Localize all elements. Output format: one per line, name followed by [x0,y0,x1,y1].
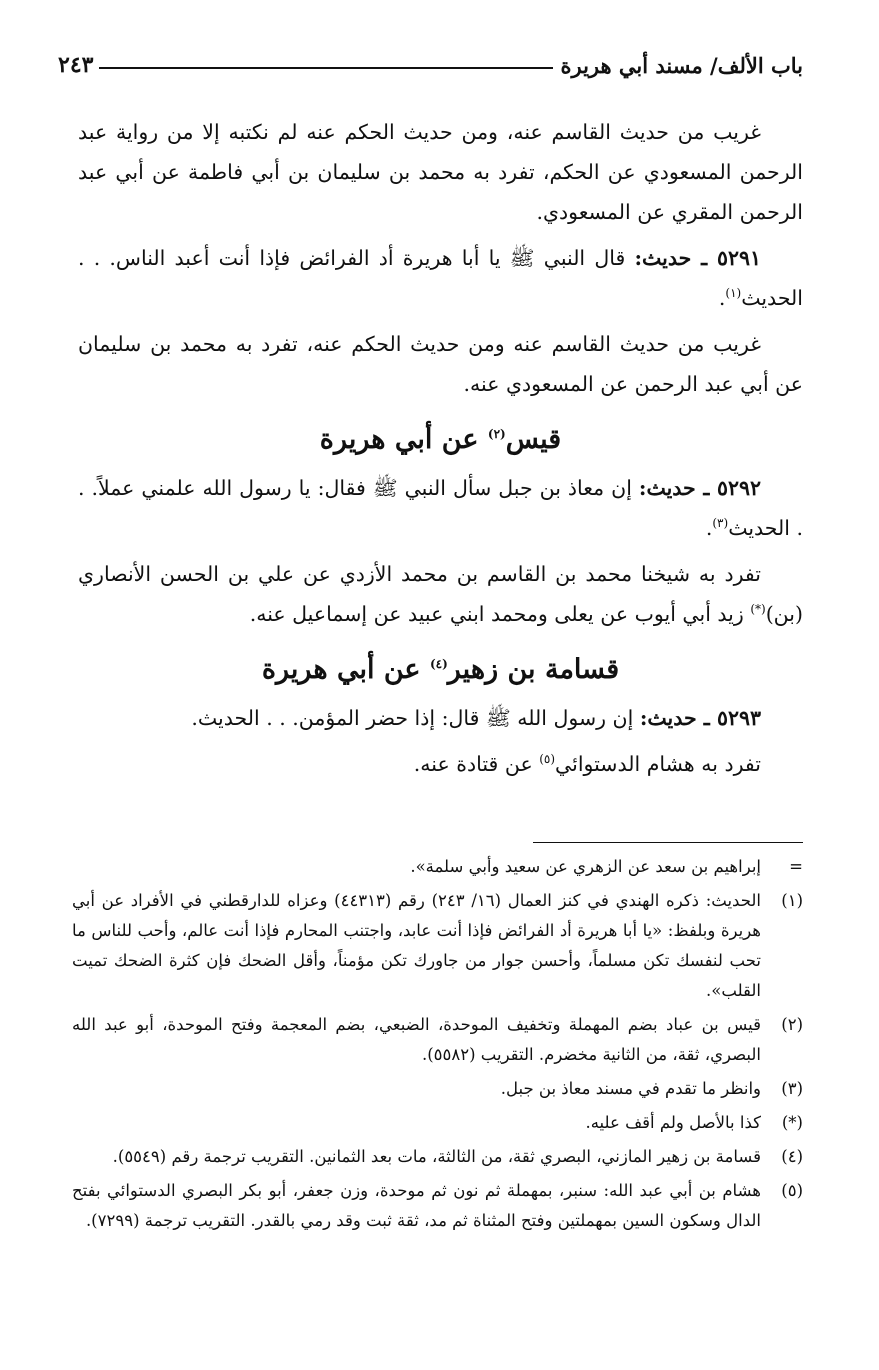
hadith-end: . [718,286,726,310]
paragraph [78,554,803,634]
page-number: ٢٤٣ [58,52,94,78]
section-heading-name: قسامة بن زهير [447,654,620,685]
footnote-ref: (*) [750,602,766,617]
hadith-number: ٥٢٩١ ـ حديث: [634,246,761,270]
footnote [72,1142,803,1172]
footnote-text: وانظر ما تقدم في مسند معاذ بن جبل. [500,1079,761,1098]
hadith-text: إن رسول الله ﷺ قال: إذا حضر المؤمن. . . الحديث. [191,706,634,730]
footnote-ref: (١) [725,286,742,301]
paragraph-text: غريب من حديث القاسم عنه، ومن حديث الحكم عنه لم نكتبه إلا من رواية عبد الرحمن المسعودي عن الحكم، تفرد به محمد بن سليمان بن أبي فاطمة عن أبي عبد الرحمن المقري عن المسعودي. [78,120,803,224]
footnote-mark: (٣) [781,1079,803,1098]
hadith-end: . [705,516,713,540]
footnote [72,852,803,882]
paragraph-text: زيد أبي أيوب عن يعلى ومحمد ابني عبيد عن إسماعيل عنه. [249,602,744,626]
hadith-text: قال النبي ﷺ يا أبا هريرة أد الفرائض فإذا أنت أعبد الناس. . . الحديث [78,246,803,310]
footnote [72,1176,803,1236]
section-heading-name: قيس [505,424,562,455]
paragraph [78,324,803,404]
footnote-text: الحديث: ذكره الهندي في كنز العمال (١٦/ ٢٤٣) رقم (٤٤٣١٣) وعزاه للدارقطني في الأفراد عن أبي هريرة وبلفظ: «يا أبا هريرة أد الفرائض فإذا أنت عابد، واجتنب المحارم فإذا أنت عالم، وأحب للناس ما تحب لنفسك تكن مسلماً، وأحسن جوار من جاورك تكن مؤمناً، وأقل الضحك فإن كثرة الضحك تميت القلب». [72,891,761,1000]
footnote-mark: = [789,857,803,876]
footnote-text: كذا بالأصل ولم أقف عليه. [585,1113,761,1132]
footnote-text: قسامة بن زهير المازني، البصري ثقة، من الثالثة، مات بعد الثمانين. التقريب ترجمة رقم (٥٥٤٩). [112,1147,761,1166]
footnote-ref: (٢) [487,427,506,441]
hadith-5291 [78,238,803,318]
main-text [78,112,803,790]
paragraph-text: تفرد به شيخنا محمد بن القاسم بن محمد الأزدي عن علي بن الحسن الأنصاري (بن) [78,562,803,626]
footnote-mark: (٢) [781,1015,803,1034]
footnote-ref: (٥) [539,752,556,767]
hadith-number: ٥٢٩٢ ـ حديث: [638,476,761,500]
footnote-text: إبراهيم بن سعد عن الزهري عن سعيد وأبي سلمة». [410,857,761,876]
hadith-5292 [78,468,803,548]
hadith-5293 [78,698,803,738]
running-header [58,44,803,78]
footnote-text: هشام بن أبي عبد الله: سنبر، بمهملة ثم نون ثم موحدة، وزن جعفر، أبو بكر البصري الدستوائي بفتح الدال وسكون السين بمهملتين وفتح المثناة ثم مد، ثقة ثبت وقد رمي بالقدر. التقريب ترجمة (٧٢٩٩). [72,1181,761,1230]
header-rule [99,67,552,69]
footnote-ref: (٤) [429,657,448,671]
footnote [72,1108,803,1138]
footnote [72,1074,803,1104]
hadith-number: ٥٢٩٣ ـ حديث: [639,706,761,730]
paragraph [78,112,803,232]
section-heading-suffix: عن أبي هريرة [261,654,421,685]
footnote-ref: (٣) [712,516,729,531]
footnote-separator [533,842,803,843]
section-heading-suffix: عن أبي هريرة [319,424,479,455]
paragraph-text: عن قتادة عنه. [413,752,533,776]
footnote-mark: (٥) [781,1181,803,1200]
footnote [72,1010,803,1070]
section-heading [78,420,803,460]
footnote-mark: (١) [781,891,803,910]
paragraph-text: غريب من حديث القاسم عنه ومن حديث الحكم عنه، تفرد به محمد بن سليمان عن أبي عبد الرحمن عن المسعودي عنه. [78,332,803,396]
footnote-mark: (*) [781,1113,803,1132]
footnote-text: قيس بن عباد بضم المهملة وتخفيف الموحدة، الضبعي، بضم المعجمة وفتح الموحدة، أبو عبد الله البصري، ثقة، من الثانية مخضرم. التقريب (٥٥٨٢). [72,1015,761,1064]
footnote [72,886,803,1006]
footnote-mark: (٤) [781,1147,803,1166]
section-heading [78,650,803,690]
paragraph-text: تفرد به هشام الدستوائي [555,752,761,776]
footnotes [72,852,803,1240]
paragraph [78,744,803,784]
header-title: باب الألف/ مسند أبي هريرة [560,53,803,78]
hadith-text: إن معاذ بن جبل سأل النبي ﷺ فقال: يا رسول الله علمني عملاً. . . الحديث [78,476,803,540]
